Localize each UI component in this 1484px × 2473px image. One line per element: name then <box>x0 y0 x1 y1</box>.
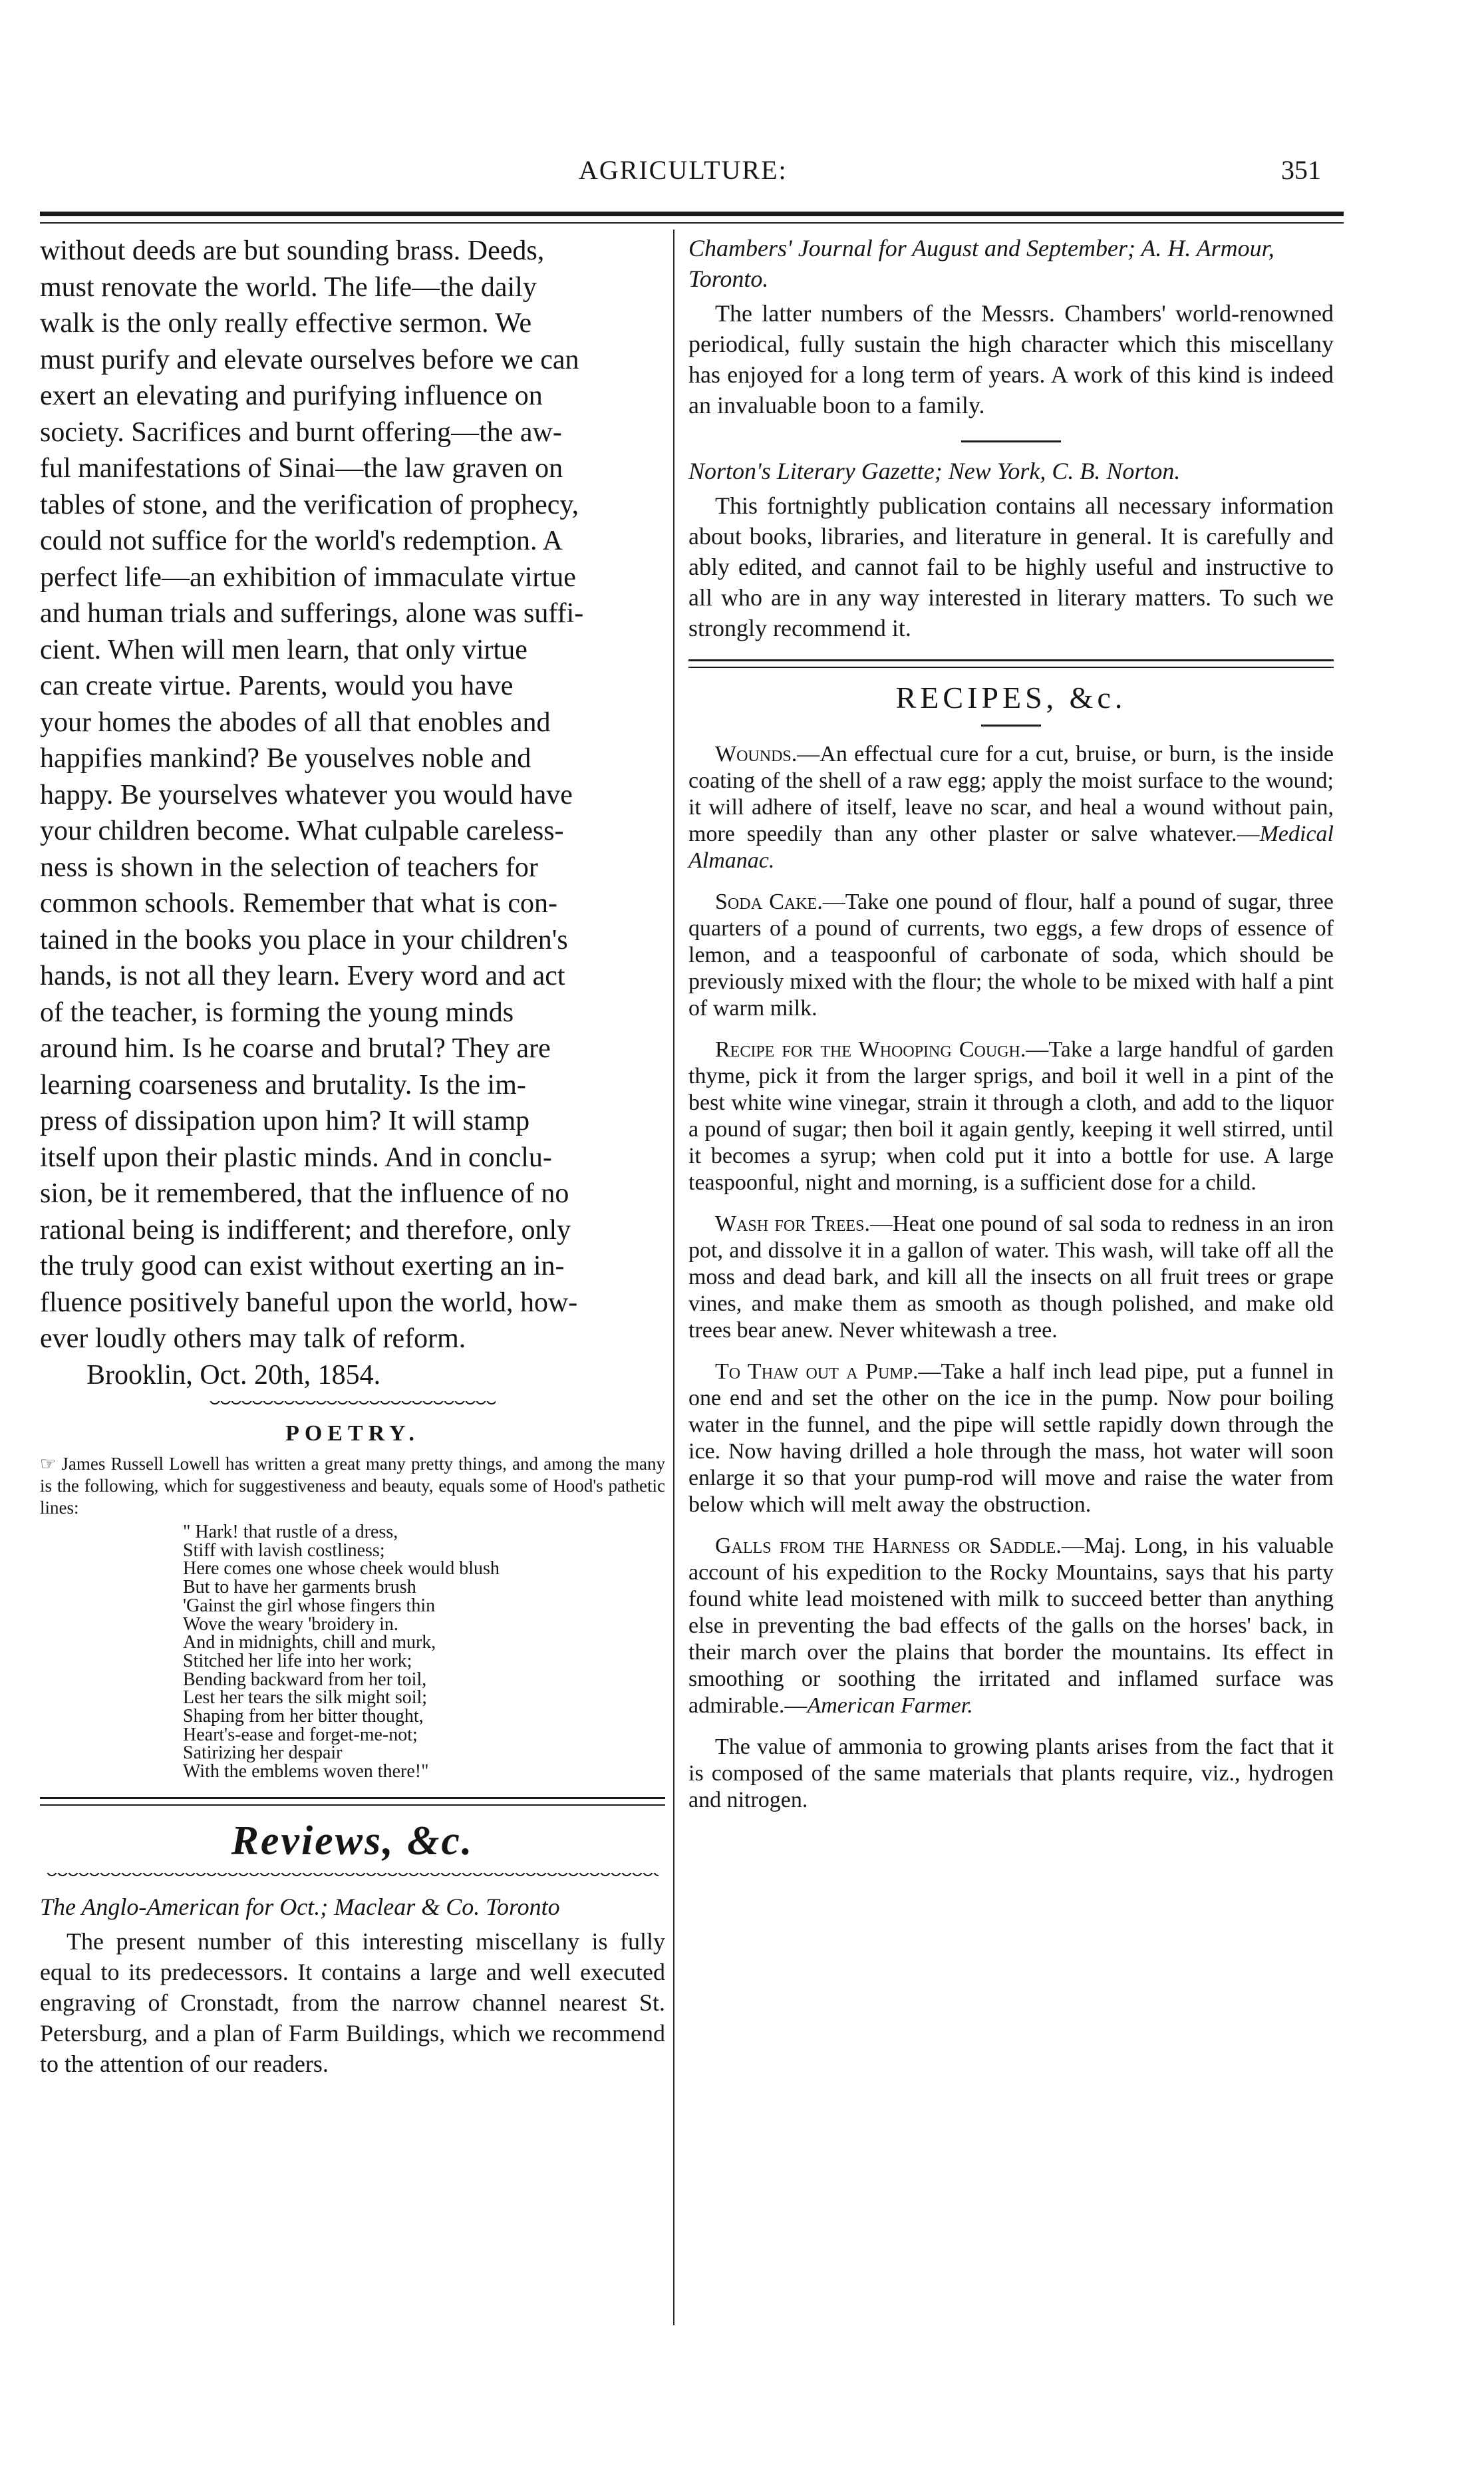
essay-line: and human trials and sufferings, alone was suffi- <box>40 598 584 629</box>
poem-line: " Hark! that rustle of a dress, <box>183 1522 398 1542</box>
review-title: Chambers' Journal for August and September; A. H. Armour, Toronto. <box>688 235 1274 292</box>
essay-line: tained in the books you place in your children's <box>40 924 568 955</box>
essay-line: common schools. Remember that what is con- <box>40 888 558 919</box>
poem-line: Shaping from her bitter thought, <box>183 1706 424 1727</box>
essay-line: hands, is not all they learn. Every word and act <box>40 961 565 991</box>
wavy-divider <box>210 1401 496 1412</box>
review-body: The present number of this interesting miscellany is fully equal to its predecessors. It contains a large and well executed engraving of Cronstadt, from the narrow channel nearest St. Petersburg, and a plan of Farm Buildings, which we recommend to the attention of our readers. <box>40 1927 665 2077</box>
essay-line: society. Sacrifices and burnt offering—the aw- <box>40 416 562 448</box>
essay-line: of the teacher, is forming the young minds <box>40 997 514 1028</box>
essay-line: ful manifestations of Sinai—the law graven on <box>40 453 563 484</box>
essay-line: learning coarseness and brutality. Is the im- <box>40 1069 526 1100</box>
review-title: The Anglo-American for Oct.; Maclear & Co. Toronto <box>40 1893 560 1920</box>
column-divider <box>673 230 674 2325</box>
recipe-thaw-pump <box>688 1359 1334 1518</box>
recipe-wounds <box>688 741 1334 874</box>
recipe-title: To Thaw out a Pump. <box>715 1359 919 1384</box>
page-number: 351 <box>1281 155 1321 185</box>
poem-line: Wove the weary 'broidery in. <box>183 1613 398 1635</box>
recipe-body: —Take a half inch lead pipe, put a funnel in one end and set the other on the ice in the pump. Now pour boiling water in the funnel, and the pipe will settle rapidly down through the ice. Now having drilled a hole through the mass, hot water will soon enlarge it so that your pump-rod will move and raise the water from below which will melt away the obstruction. <box>688 1359 1334 1517</box>
essay-line: can create virtue. Parents, would you have <box>40 671 514 701</box>
essay-line: your homes the abodes of all that enobles and <box>40 707 551 738</box>
poem-line: Stitched her life into her work; <box>183 1650 412 1671</box>
essay-line: exert an elevating and purifying influence on <box>40 381 543 411</box>
recipe-title: Galls from the Harness or Saddle. <box>715 1534 1062 1558</box>
essay-line: your children become. What culpable careless- <box>40 816 564 846</box>
header-rule-thin <box>40 222 1344 224</box>
poem-line: Here comes one whose cheek would blush <box>183 1558 500 1579</box>
running-head <box>0 154 1484 194</box>
recipe-source: American Farmer. <box>807 1693 973 1718</box>
review-title: Norton's Literary Gazette; New York, C. B. Norton. <box>688 458 1181 484</box>
essay-line: walk is the only really effective sermon. We <box>40 308 532 339</box>
essay-line: tables of stone, and the verification of prophecy, <box>40 489 579 520</box>
poem <box>183 1523 665 1781</box>
essay-line: sion, be it remembered, that the influence of no <box>40 1178 569 1209</box>
essay-line: must renovate the world. The life—the daily <box>40 271 537 303</box>
poetry-intro: ☞ James Russell Lowell has written a great many pretty things, and among the many is the following, which for suggestiveness and beauty, equals some of Hood's pathetic lines: <box>40 1454 665 1518</box>
poem-line: With the emblems woven there!" <box>183 1761 429 1782</box>
left-column <box>40 233 665 2079</box>
recipe-body: —Take a large handful of garden thyme, pick it from the larger sprigs, and boil it well in a pint of the best white wine vinegar, strain it through a cloth, and add to the liquor a pound of sugar; then boil it again gently, keeping it well stirred, until it becomes a syrup; when cold put it into a bottle for use. A large teaspoonful, night and morning, is a sufficient dose for a child. <box>688 1037 1334 1195</box>
essay-line: must purify and elevate ourselves before we can <box>40 344 579 375</box>
essay-line: ness is shown in the selection of teachers for <box>40 852 538 883</box>
recipe-soda-cake <box>688 889 1334 1022</box>
recipe-source: Medical Almanac. <box>688 822 1334 873</box>
essay-signoff: Brooklin, Oct. 20th, 1854. <box>86 1359 381 1391</box>
poem-line: Satirizing her despair <box>183 1742 343 1764</box>
review-body: This fortnightly publication contains all necessary information about books, libraries, and literature in general. It is carefully and ably edited, and cannot fail to be highly useful and instructive to all who are in any way interested in literary matters. To such we strongly recommend it. <box>688 492 1334 641</box>
essay-text <box>40 233 665 1357</box>
recipe-body: The value of ammonia to growing plants arises from the fact that it is composed of the same materials that plants require, viz., hydrogen and nitrogen. <box>688 1734 1334 1812</box>
recipe-body: —An effectual cure for a cut, bruise, or burn, is the inside coating of the shell of a raw egg; apply the moist surface to the wound; it will adhere of itself, leave no scar, and heal a wound without pain, more speedily than any other plaster or salve whatever.— <box>688 742 1334 846</box>
poem-line: And in midnights, chill and murk, <box>183 1632 436 1653</box>
essay-line: the truly good can exist without exerting an in- <box>40 1251 565 1281</box>
poem-line: Stiff with lavish costliness; <box>183 1540 385 1561</box>
recipe-title: Recipe for the Whooping Cough. <box>715 1037 1026 1062</box>
poem-line: Lest her tears the silk might soil; <box>183 1687 428 1709</box>
recipe-body: —Take one pound of flour, half a pound of sugar, three quarters of a pound of currents, two eggs, a few drops of essence of lemon, and a teaspoonful of carbonate of soda, which should be previously mixed with the flour; the whole to be mixed with half a pint of warm milk. <box>688 890 1334 1021</box>
essay-line: rational being is indifferent; and therefore, only <box>40 1214 571 1245</box>
recipe-harness-galls <box>688 1533 1334 1719</box>
short-rule <box>961 440 1061 442</box>
review-body: The latter numbers of the Messrs. Chambers' world-renowned periodical, fully sustain the high character which this miscellany has enjoyed for a long term of years. A work of this kind is indeed an invaluable boon to a family. <box>688 300 1334 418</box>
wavy-divider <box>47 1873 659 1884</box>
section-rule <box>40 1797 665 1806</box>
essay-line: happifies mankind? Be youselves noble and <box>40 743 531 774</box>
essay-line: fluence positively baneful upon the world, how- <box>40 1287 578 1318</box>
essay-line: around him. Is he coarse and brutal? They are <box>40 1033 551 1064</box>
recipe-body: —Heat one pound of sal soda to redness in an iron pot, and dissolve it in a gallon of water. This wash, will take off all the moss and dead bark, and kill all the insects on all fruit trees or grape vines, and make them as smooth as though polished, and make old trees bear anew. Never whitewash a tree. <box>688 1212 1334 1343</box>
poem-line: 'Gainst the girl whose fingers thin <box>183 1595 436 1616</box>
essay-line: ever loudly others may talk of reform. <box>40 1323 466 1354</box>
essay-line: happy. Be yourselves whatever you would have <box>40 779 573 810</box>
short-rule <box>981 725 1041 727</box>
poem-line: Bending backward from her toil, <box>183 1669 427 1690</box>
essay-line: cient. When will men learn, that only virtue <box>40 634 527 665</box>
section-rule <box>688 659 1334 668</box>
essay-line: could not suffice for the world's redemption. A <box>40 526 563 556</box>
recipes-heading: RECIPES, &c. <box>895 681 1127 715</box>
essay-line: itself upon their plastic minds. And in conclu- <box>40 1142 552 1173</box>
recipe-title: Wash for Trees. <box>715 1212 871 1236</box>
right-column <box>688 233 1334 1814</box>
recipe-body: —Maj. Long, in his valuable account of his expedition to the Rocky Mountains, says that his party found white lead moistened with milk to succeed better than anything else in preventing the bad effects of the galls on the horses' back, in their march over the plains that border the mountains. Its effect in smoothing or soothing the irritated and inflamed surface was admirable.— <box>688 1534 1334 1718</box>
essay-line: perfect life—an exhibition of immaculate virtue <box>40 562 576 593</box>
header-rule-thick <box>40 212 1344 216</box>
recipe-ammonia-note <box>688 1734 1334 1814</box>
running-title: AGRICULTURE: <box>579 155 788 185</box>
recipe-title: Wounds. <box>715 742 798 766</box>
poem-line: Heart's-ease and forget-me-not; <box>183 1724 418 1745</box>
essay-line: without deeds are but sounding brass. Deeds, <box>40 236 545 266</box>
recipe-title: Soda Cake. <box>715 890 823 914</box>
recipe-whooping-cough <box>688 1037 1334 1196</box>
essay-line: press of dissipation upon him? It will stamp <box>40 1106 530 1136</box>
recipe-wash-for-trees <box>688 1211 1334 1344</box>
poem-line: But to have her garments brush <box>183 1577 416 1598</box>
poetry-heading: POETRY. <box>285 1421 420 1446</box>
reviews-heading: Reviews, &c. <box>231 1818 474 1864</box>
